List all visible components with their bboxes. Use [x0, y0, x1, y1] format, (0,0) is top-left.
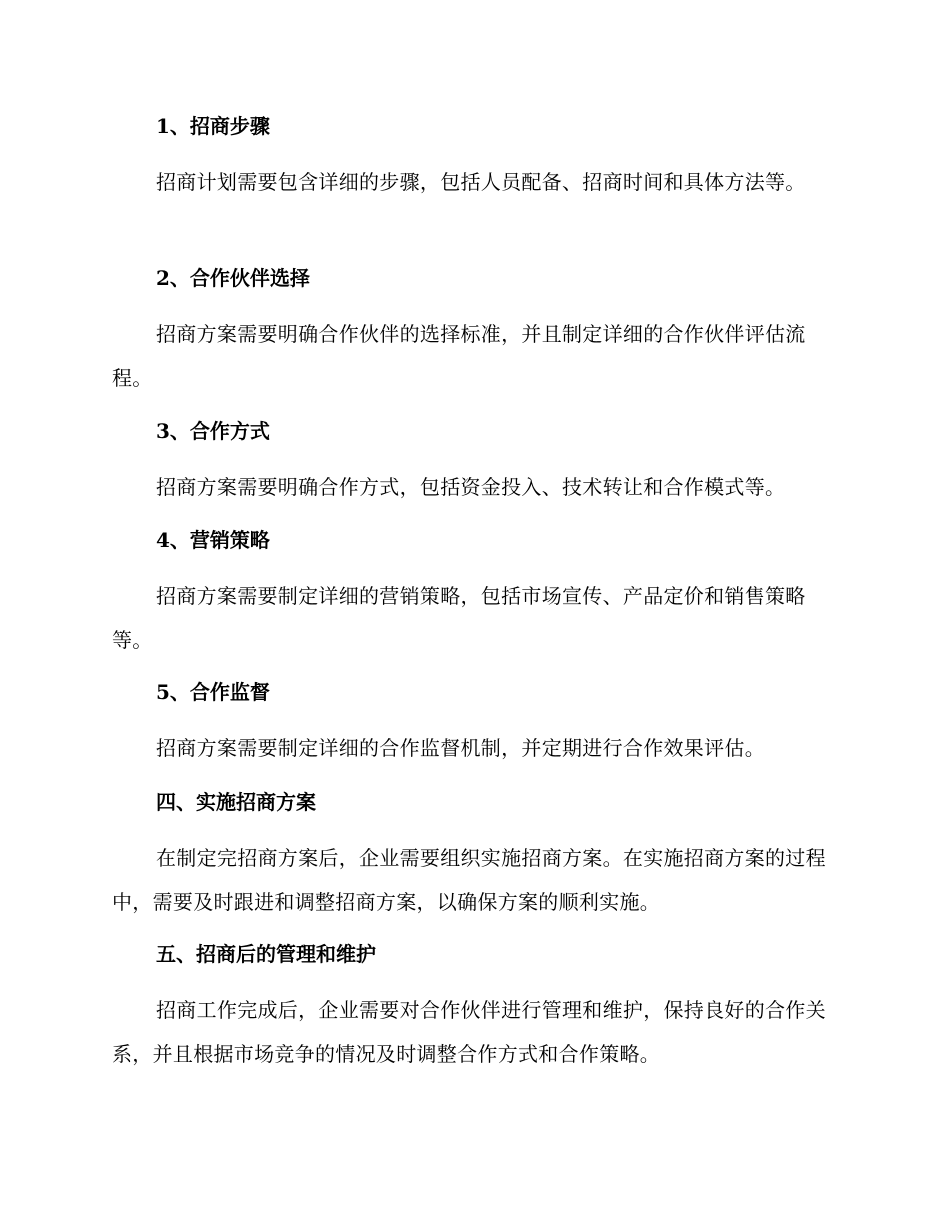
- section-heading-post-management: 五、招商后的管理和维护: [156, 942, 376, 966]
- section-body-steps: 招商计划需要包含详细的步骤，包括人员配备、招商时间和具体方法等。: [156, 170, 806, 194]
- section-heading-cooperation-mode: 3、合作方式: [156, 419, 270, 443]
- section-body-implementation: 在制定完招商方案后，企业需要组织实施招商方案。在实施招商方案的过程中，需要及时跟进和调整招商方案，以确保方案的顺利实施。: [112, 846, 826, 914]
- section-heading-partner-selection: 2、合作伙伴选择: [156, 266, 310, 290]
- section-heading-supervision: 5、合作监督: [156, 680, 270, 704]
- section-body-post-management: 招商工作完成后，企业需要对合作伙伴进行管理和维护，保持良好的合作关系，并且根据市场竞争的情况及时调整合作方式和合作策略。: [112, 998, 826, 1066]
- section-heading-implementation: 四、实施招商方案: [156, 790, 316, 814]
- section-body-supervision: 招商方案需要制定详细的合作监督机制，并定期进行合作效果评估。: [156, 736, 765, 760]
- section-body-marketing: 招商方案需要制定详细的营销策略，包括市场宣传、产品定价和销售策略等。: [112, 584, 806, 652]
- section-body-cooperation-mode: 招商方案需要明确合作方式，包括资金投入、技术转让和合作模式等。: [156, 475, 786, 499]
- section-body-partner-selection: 招商方案需要明确合作伙伴的选择标准，并且制定详细的合作伙伴评估流程。: [112, 322, 806, 390]
- section-heading-marketing: 4、营销策略: [156, 528, 270, 552]
- section-heading-steps: 1、招商步骤: [156, 114, 270, 138]
